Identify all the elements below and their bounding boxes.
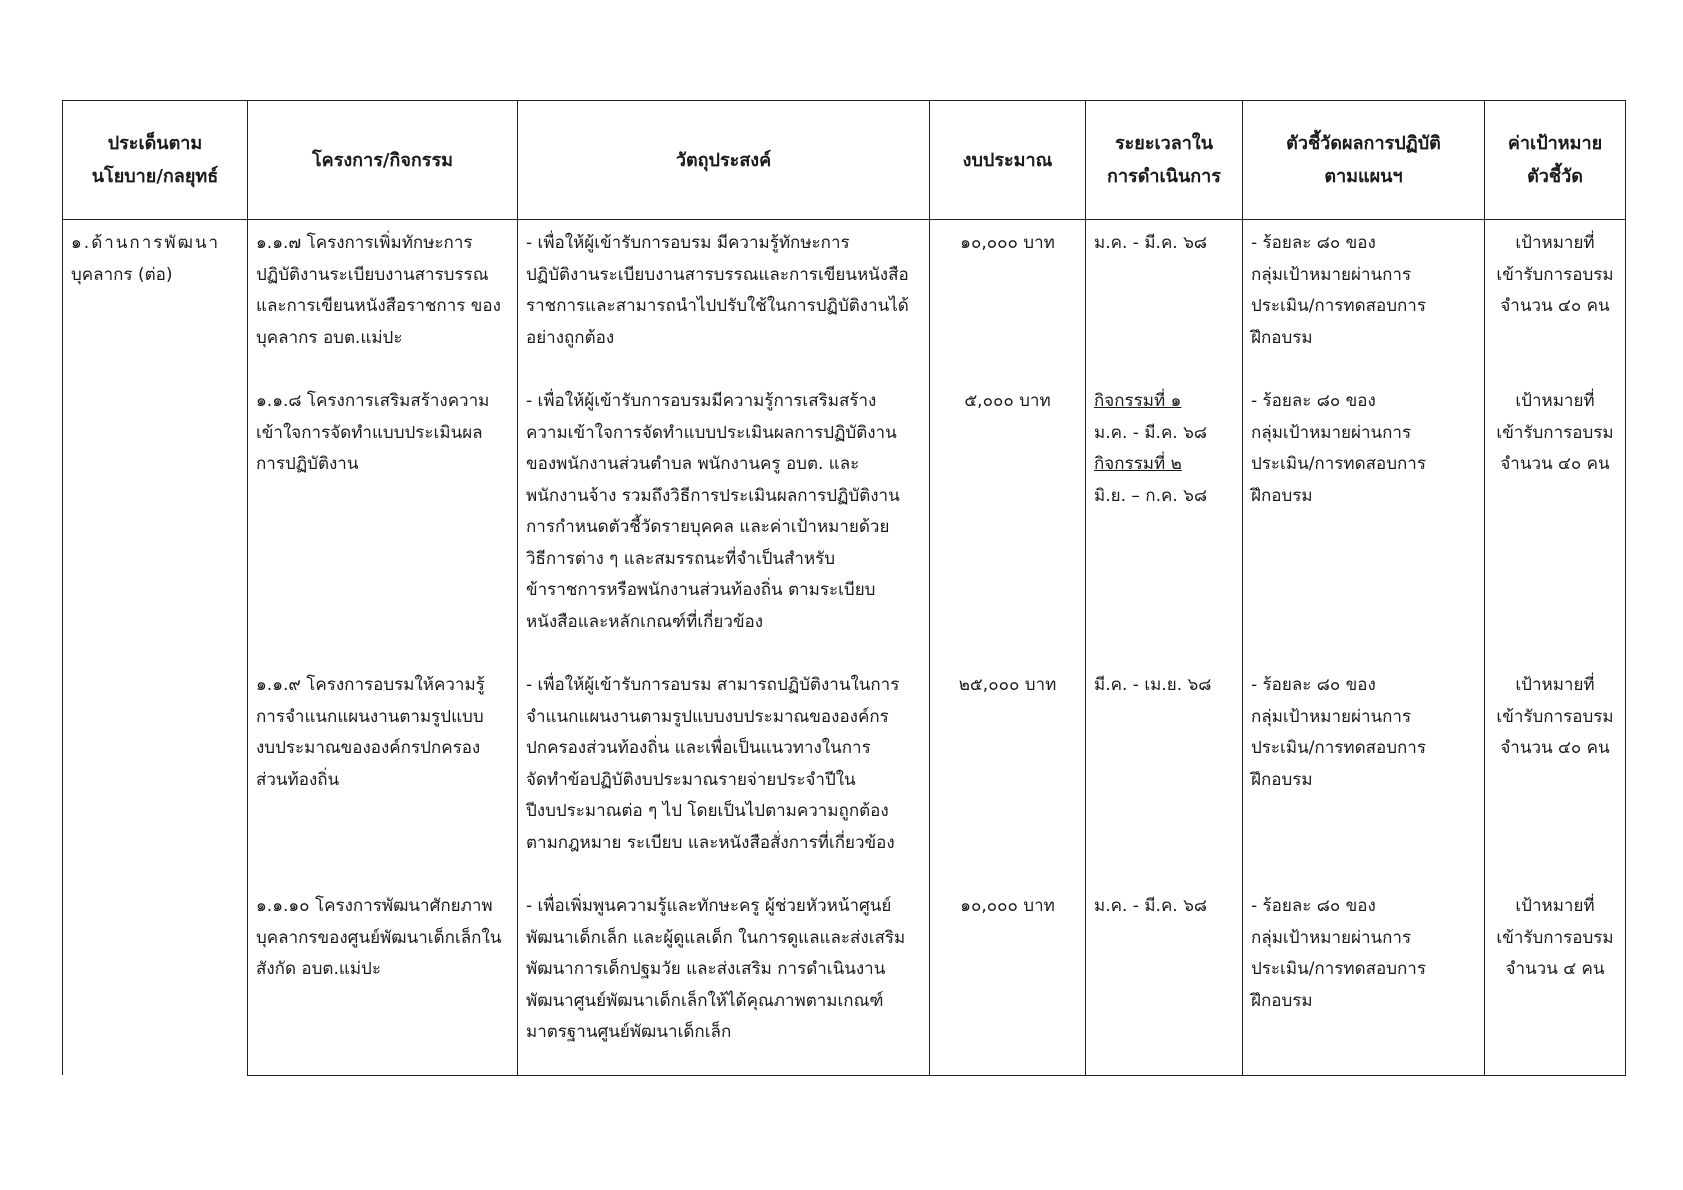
table-row [63, 220, 1626, 381]
project-cell: ๑.๑.๑๐ โครงการพัฒนาศักยภาพ บุคลากรของศูนย์พัฒนาเด็กเล็กใน สังกัด อบต.แม่ปะ [248, 885, 518, 1075]
activity-2-label: กิจกรรมที่ ๒ [1094, 454, 1182, 474]
header-period: ระยะเวลาใน การดำเนินการ [1086, 101, 1243, 220]
indicator-cell: - ร้อยละ ๘๐ ของ กลุ่มเป้าหมายผ่านการ ประเมิน/การทดสอบการ ฝึกอบรม [1243, 380, 1485, 664]
target-cell: เป้าหมายที่ เข้ารับการอบรม จำนวน ๔๐ คน [1485, 220, 1626, 381]
period-cell: กิจกรรมที่ ๑ ม.ค. - มี.ค. ๖๘ กิจกรรมที่ ๒ มิ.ย. – ก.ค. ๖๘ [1086, 380, 1243, 664]
project-cell: ๑.๑.๘ โครงการเสริมสร้างความ เข้าใจการจัดทำแบบประเมินผล การปฏิบัติงาน [248, 380, 518, 664]
header-project: โครงการ/กิจกรรม [248, 101, 518, 220]
table-row [63, 664, 1626, 885]
budget-cell: ๕,๐๐๐ บาท [930, 380, 1086, 664]
header-target: ค่าเป้าหมาย ตัวชี้วัด [1485, 101, 1626, 220]
project-cell: ๑.๑.๙ โครงการอบรมให้ความรู้ การจำแนกแผนงานตามรูปแบบ งบประมาณขององค์กรปกครอง ส่วนท้องถิ่น [248, 664, 518, 885]
objective-cell: - เพื่อเพิ่มพูนความรู้และทักษะครู ผู้ช่วยหัวหน้าศูนย์ พัฒนาเด็กเล็ก และผู้ดูแลเด็ก ในการดูแลและส่งเสริม พัฒนาการเด็กปฐมวัย และส่งเสริม การดำเนินงาน พัฒนาศูนย์พัฒนาเด็กเล็กให้ได้คุณภาพตามเกณฑ์ มาตรฐานศูนย์พัฒนาเด็กเล็ก [518, 885, 930, 1075]
header-indicator: ตัวชี้วัดผลการปฏิบัติ ตามแผนฯ [1243, 101, 1485, 220]
budget-cell: ๑๐,๐๐๐ บาท [930, 885, 1086, 1075]
objective-cell: - เพื่อให้ผู้เข้ารับการอบรมมีความรู้การเสริมสร้าง ความเข้าใจการจัดทำแบบประเมินผลการปฏิบัติงาน ของพนักงานส่วนตำบล พนักงานครู อบต. และ พนักงานจ้าง รวมถึงวิธีการประเมินผลการปฏิบัติงาน การกำหนดตัวชี้วัดรายบุคคล และค่าเป้าหมายด้วย วิธีการต่าง ๆ และสมรรถนะที่จำเป็นสำหรับ ข้าราชการหรือพนักงานส่วนท้องถิ่น ตามระเบียบ หนังสือและหลักเกณฑ์ที่เกี่ยวข้อง [518, 380, 930, 664]
target-cell: เป้าหมายที่ เข้ารับการอบรม จำนวน ๔๐ คน [1485, 380, 1626, 664]
period-cell: ม.ค. - มี.ค. ๖๘ [1086, 220, 1243, 381]
header-row [63, 101, 1626, 220]
period-cell: มี.ค. - เม.ย. ๖๘ [1086, 664, 1243, 885]
objective-cell: - เพื่อให้ผู้เข้ารับการอบรม มีความรู้ทักษะการ ปฏิบัติงานระเบียบงานสารบรรณและการเขียนหนังสือ ราชการและสามารถนำไปปรับใช้ในการปฏิบัติงานได้ อย่างถูกต้อง [518, 220, 930, 381]
policy-area-cell: ๑.ด้านการพัฒนา บุคลากร (ต่อ) [63, 220, 248, 1076]
indicator-cell: - ร้อยละ ๘๐ ของ กลุ่มเป้าหมายผ่านการ ประเมิน/การทดสอบการ ฝึกอบรม [1243, 220, 1485, 381]
period-cell: ม.ค. - มี.ค. ๖๘ [1086, 885, 1243, 1075]
header-budget: งบประมาณ [930, 101, 1086, 220]
budget-cell: ๒๕,๐๐๐ บาท [930, 664, 1086, 885]
target-cell: เป้าหมายที่ เข้ารับการอบรม จำนวน ๔ คน [1485, 885, 1626, 1075]
target-cell: เป้าหมายที่ เข้ารับการอบรม จำนวน ๔๐ คน [1485, 664, 1626, 885]
table-row [63, 885, 1626, 1075]
objective-cell: - เพื่อให้ผู้เข้ารับการอบรม สามารถปฏิบัติงานในการ จำแนกแผนงานตามรูปแบบงบประมาณขององค์กร ปกครองส่วนท้องถิ่น และเพื่อเป็นแนวทางในการ จัดทำข้อปฏิบัติงบประมาณรายจ่ายประจำปีใน ปีงบประมาณต่อ ๆ ไป โดยเป็นไปตามความถูกต้อง ตามกฎหมาย ระเบียบ และหนังสือสั่งการที่เกี่ยวข้อง [518, 664, 930, 885]
indicator-cell: - ร้อยละ ๘๐ ของ กลุ่มเป้าหมายผ่านการ ประเมิน/การทดสอบการ ฝึกอบรม [1243, 664, 1485, 885]
project-cell: ๑.๑.๗ โครงการเพิ่มทักษะการ ปฏิบัติงานระเบียบงานสารบรรณ และการเขียนหนังสือราชการ ของ บุคลากร อบต.แม่ปะ [248, 220, 518, 381]
table-row [63, 380, 1626, 664]
project-plan-table [62, 100, 1626, 1076]
indicator-cell: - ร้อยละ ๘๐ ของ กลุ่มเป้าหมายผ่านการ ประเมิน/การทดสอบการ ฝึกอบรม [1243, 885, 1485, 1075]
budget-cell: ๑๐,๐๐๐ บาท [930, 220, 1086, 381]
header-objective: วัตถุประสงค์ [518, 101, 930, 220]
header-policy: ประเด็นตาม นโยบาย/กลยุทธ์ [63, 101, 248, 220]
activity-1-label: กิจกรรมที่ ๑ [1094, 391, 1182, 411]
